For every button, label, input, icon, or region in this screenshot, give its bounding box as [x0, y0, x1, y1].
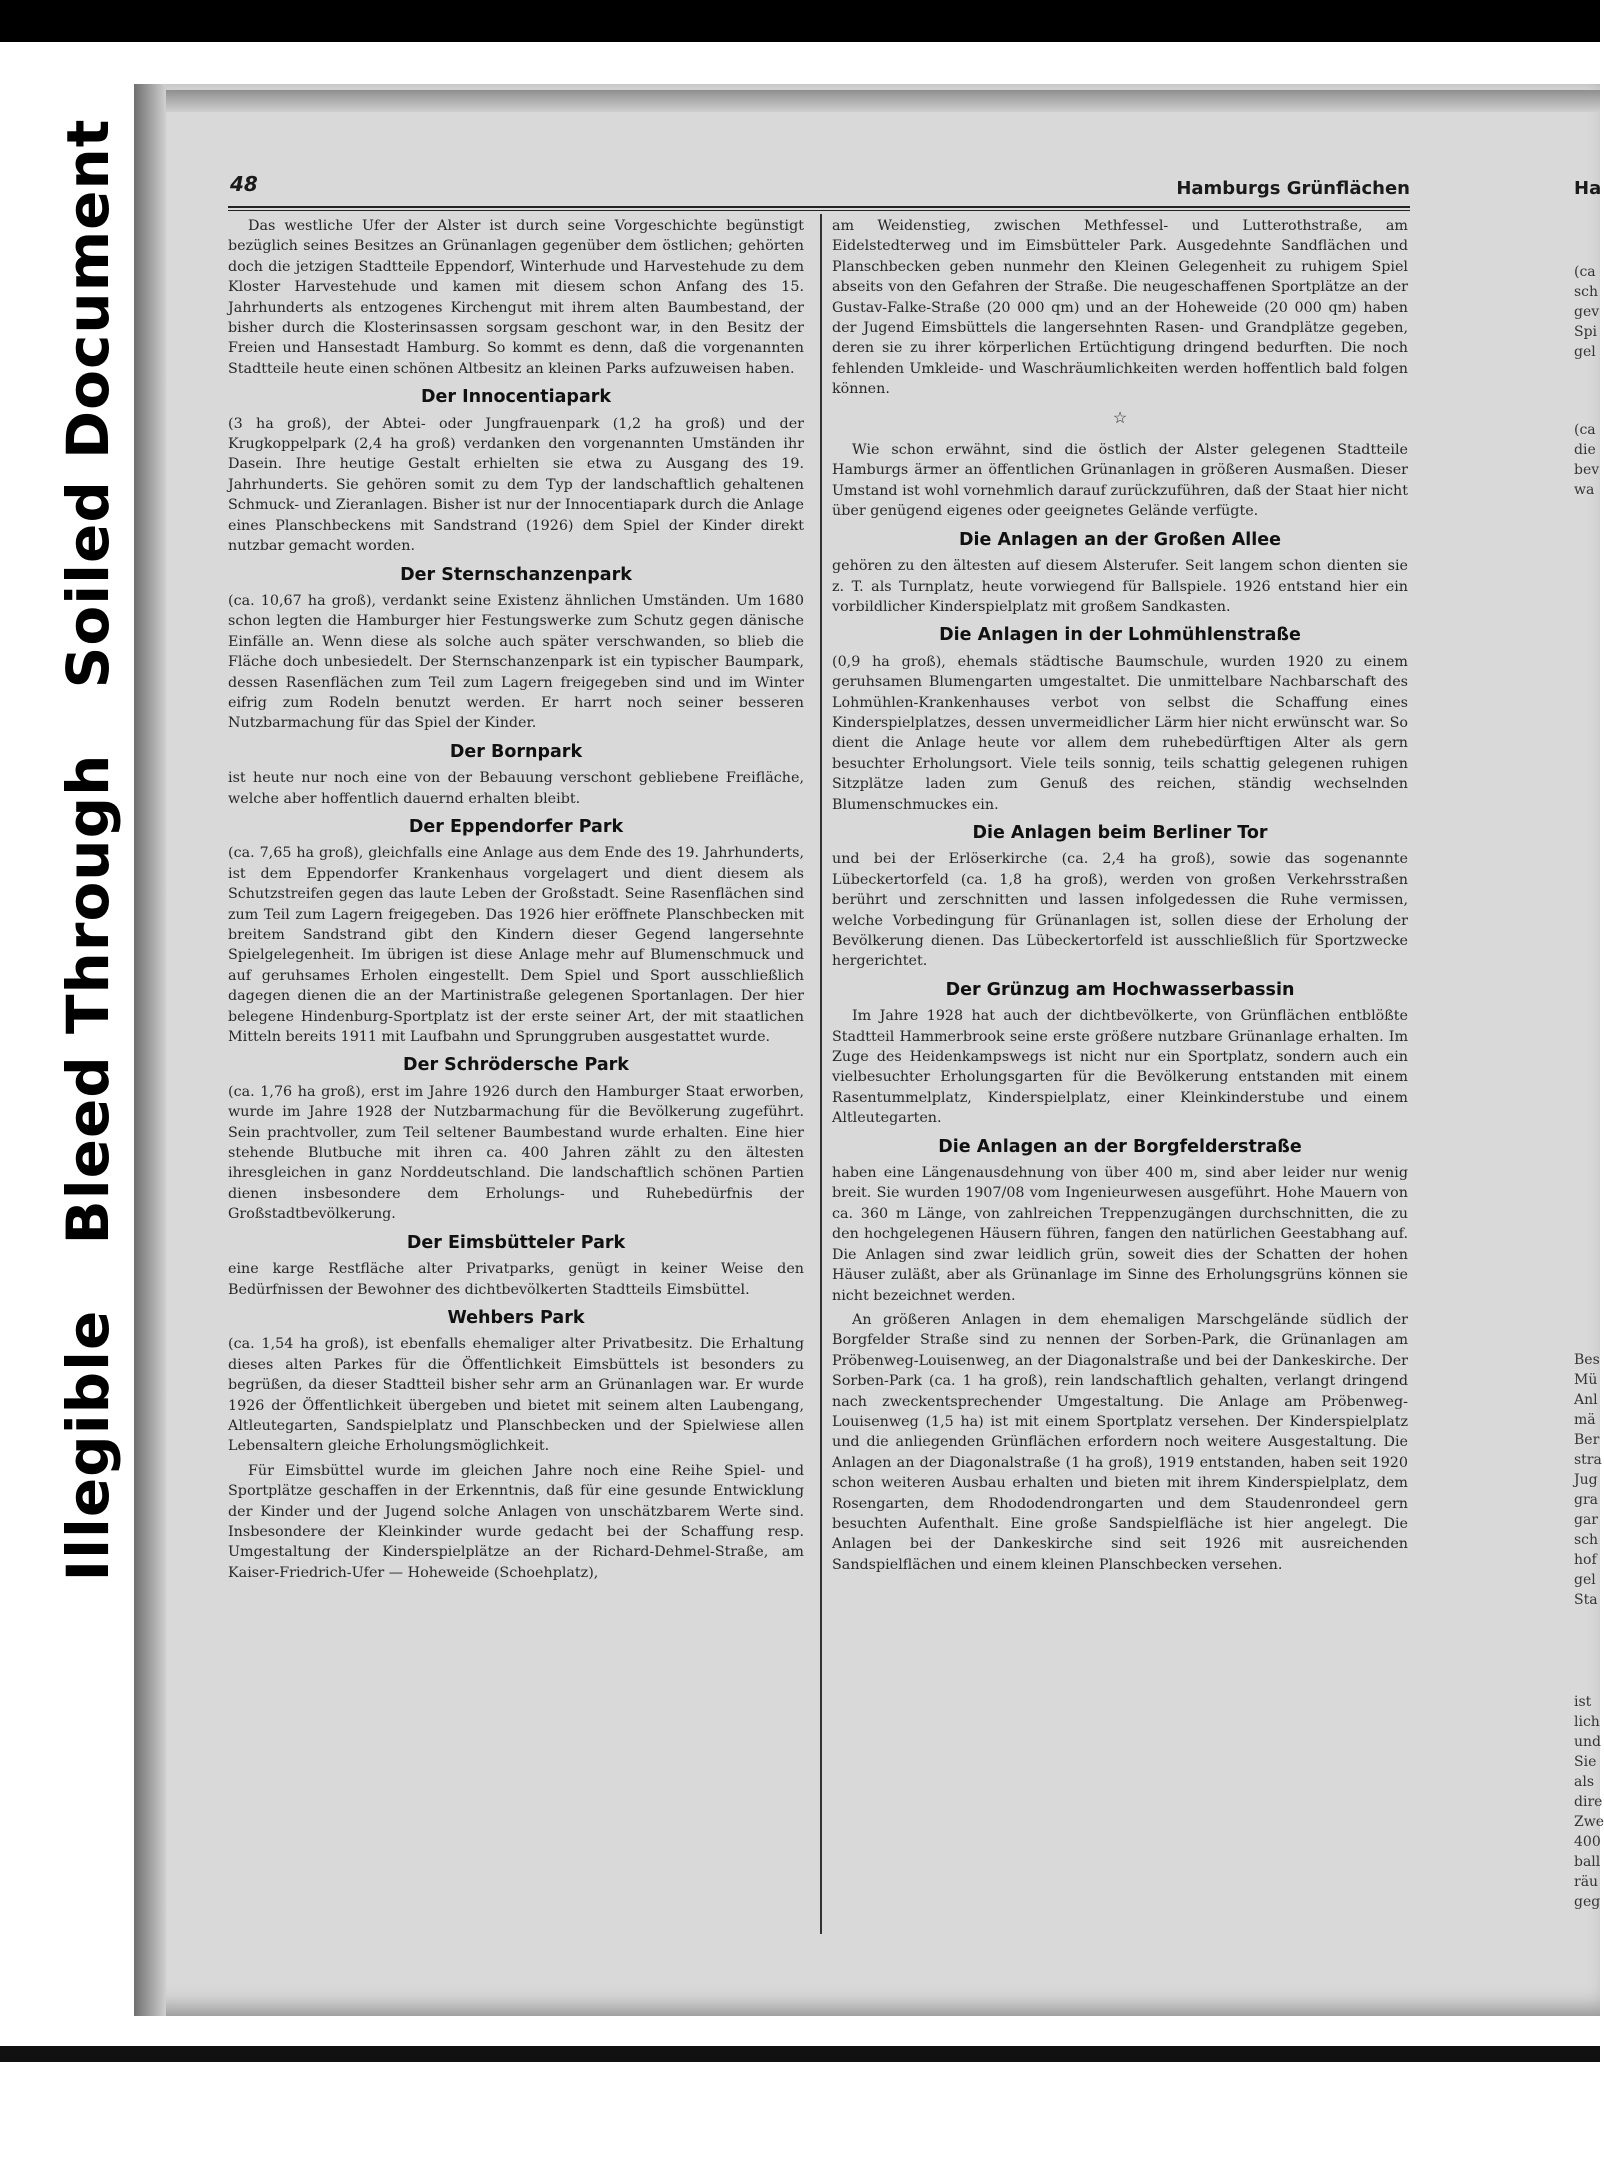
fragment-line: Sie [1574, 1754, 1597, 1770]
stamp-bleed-through: Bleed Through [54, 753, 122, 1245]
paragraph-eimsbuettel-sportplaetze: Für Eimsbüttel wurde im gleichen Jahre noch eine Reihe Spiel- und Sportplätze geschaffen in der Erkenntnis, daß für eine gesunde Entwicklung der Kinder und der Jugend solche Anlagen von unschätzbarem Werte sind. Insbesondere der Kleinkinder wurde gedacht bei der Schaffung resp. Umgestaltung der Kinderspielplätze an der Richard-Dehmel-Straße, am Kaiser-Friedrich-Ufer — Hoheweide (Schoehplatz), [228, 1462, 804, 1581]
fragment-line: als [1574, 1774, 1595, 1790]
fragment-line: dire [1574, 1794, 1603, 1810]
fragment-line: lich [1574, 1714, 1600, 1730]
heading-lohmuehlenstrasse: Die Anlagen in der Lohmühlenstraße [939, 625, 1301, 646]
stamp-soiled-document: Soiled Document [54, 118, 122, 689]
heading-schroedersche-park: Der Schrödersche Park [403, 1055, 629, 1076]
paragraph-schroedersche-park: (ca. 1,76 ha groß), erst im Jahre 1926 durch den Hamburger Staat erworben, wurde im Jahre 1928 der Nutzbarmachung für die Bevölkerung zugeführt. Sein prachtvoller, zum Teil seltener Baumbestand wurde erhalten. Eine hier stehende Blutbuche mit ihren ca. 400 Jahren zählt zu den ältesten ihresgleichen in ganz Norddeutschland. Die landschaftlich schönen Partien dienen insbesondere dem Erholungs- und Ruhebedürfnis der Großstadtbevölkerung. [228, 1083, 804, 1223]
heading-eppendorfer-park: Der Eppendorfer Park [408, 816, 624, 837]
right-column [832, 216, 1408, 1579]
paragraph-continued: am Weidenstieg, zwischen Methfessel- und Lutterothstraße, am Eidelstedterweg und im Eimsbütteler Park. Ausgedehnte Sandflächen und Planschbecken geben nunmehr den Kleinen Gelegenheit zu ruhigem Spiel abseits von den Gefahren der Straße. Die neugeschaffenen Sportplätze an der Gustav-Falke-Straße (20 000 qm) und an der Hoheweide (20 000 qm) haben der Jugend Eimsbüttels die langersehnten Rasen- und Grandplätze gegeben, deren sie zu ihrer körperlichen Ertüchtigung dringend bedurften. Die noch fehlenden Umkleide- und Waschräumlichkeiten werden hoffentlich bald folgen können. [832, 218, 1408, 398]
fragment-line: gel [1574, 344, 1596, 360]
top-black-margin [0, 0, 1600, 42]
heading-eimsbuetteler-park: Der Eimsbütteler Park [406, 1232, 626, 1253]
scan-quality-stamp [48, 118, 128, 1582]
page-number: 48 [230, 172, 258, 196]
fragment-line: Sta [1574, 1592, 1598, 1608]
header-rule [228, 206, 1410, 211]
section-star-ornament: ☆ [1112, 407, 1128, 427]
fragment-line: räu [1574, 1874, 1599, 1890]
fragment-line: Jug [1574, 1472, 1598, 1488]
heading-sternschanzenpark: Der Sternschanzenpark [400, 564, 632, 585]
fragment-line: (ca [1574, 422, 1596, 438]
fragment-line: bev [1574, 462, 1600, 478]
intro-paragraph: Das westliche Ufer der Alster ist durch seine Vorgeschichte begünstigt bezüglich seines Besitzes an Grünanlagen gegenüber dem östlichen; gehörten doch die jetzigen Stadtteile Eppendorf, Winterhude und Harvestehude zu dem Kloster Harvestehude und kamen mit diesem schon Anfang des 15. Jahrhunderts als entzogenes Kirchengut mit ihrem alten Baumbestand, der bisher durch die Klosterinsassen sorgsam geschont war, in den Besitz der Freien und Hansestadt Hamburg. So kommt es denn, daß die vorgenannten Stadtteile heute einen schönen Altbesitz an kleinen Parks aufzuweisen haben. [228, 218, 804, 377]
fragment-line: Spi [1574, 324, 1598, 340]
heading-grosse-allee: Die Anlagen an der Großen Allee [958, 529, 1282, 550]
stamp-illegible: Illegible [54, 1309, 122, 1582]
heading-gruenzug-hochwasserbassin: Der Grünzug am Hochwasserbassin [945, 979, 1295, 1000]
running-head: Hamburgs Grünflächen [1176, 178, 1410, 199]
fragment-line: und [1574, 1734, 1601, 1750]
paragraph-eimsbuetteler-park: eine karge Restfläche alter Privatparks, genügt in keiner Weise den Bedürfnissen der Bewohner des dichtbevölkerten Stadtteils Eimsbüttel. [228, 1261, 804, 1298]
column-divider [820, 214, 822, 1934]
stamp-text [54, 97, 122, 1604]
fragment-line: ball [1574, 1854, 1601, 1870]
page-binding-shadow [134, 84, 166, 2016]
fragment-line: stra [1574, 1452, 1602, 1468]
paragraph-lohmuehlenstrasse: (0,9 ha groß), ehemals städtische Baumschule, wurden 1920 zu einem geruhsamen Blumengarten umgestaltet. Die unmittelbare Nachbarschaft des Lohmühlen-Krankenhauses verbot von selbst die Schaffung eines Kinderspielplatzes, dessen unvermeidlicher Lärm hier nicht erwünscht war. So dient die Anlage heute vor allem dem ruhebedürftigen Alter als gern besuchter Erholungsort. Viele teils sonnig, teils schattig gelegenen ruhigen Sitzplätze laden zum Genuß des reichen, ständig wechselnden Blumenschmuckes ein. [832, 653, 1408, 813]
fragment-line: Zwe [1574, 1814, 1604, 1830]
fragment-line: 400 [1574, 1834, 1601, 1850]
fragment-line: hof [1574, 1552, 1597, 1568]
paragraph-gruenzug-hochwasserbassin: Im Jahre 1928 hat auch der dichtbevölkerte, von Grünflächen entblößte Stadtteil Hammerbrook seine erste größere nutzbare Grünanlage erhalten. Im Zuge des Heidenkampswegs ist nicht nur ein Sportplatz, sondern auch ein vielbesuchter Erholungsgarten für die Bevölkerung entstanden mit einem Rasentummelplatz, Kinderspielplatz, einer Kleinkinderstube und einem Altleutegarten. [832, 1008, 1408, 1127]
bottom-dark-margin [0, 2046, 1600, 2062]
paragraph-grosse-allee: gehören zu den ältesten auf diesem Alsterufer. Seit langem schon dienten sie z. T. als Turnplatz, heute vorwiegend für Ballspiele. 1926 entstand hier ein vorbildlicher Kinderspielplatz mit großem Sandkasten. [832, 558, 1408, 615]
next-page-fragment-c [1574, 1350, 1600, 1610]
paragraph-sternschanzenpark: (ca. 10,67 ha groß), verdankt seine Existenz ähnlichen Umständen. Um 1680 schon legten die Hamburger hier Festungswerke zum Schutz gegen dänische Einfälle an. Wenn diese als solche auch später verschwanden, so blieb die Fläche doch unbesiedelt. Der Sternschanzenpark ist ein typischer Baumpark, dessen Rasenflächen zum Teil zum Lagern freigegeben sind und im Winter eifrig zum Rodeln benutzt werden. Er harrt noch seiner besseren Nutzbarmachung für das Spiel der Kinder. [228, 592, 804, 732]
fragment-line: gel [1574, 1572, 1596, 1588]
fragment-line: gra [1574, 1492, 1599, 1508]
paragraph-bornpark: ist heute nur noch eine von der Bebauung verschont gebliebene Freifläche, welche aber hoffentlich dauernd erhalten bleibt. [228, 770, 804, 807]
fragment-line: geg [1574, 1894, 1601, 1910]
fragment-line: Mü [1574, 1372, 1598, 1388]
fragment-line: gev [1574, 304, 1600, 320]
left-column [228, 216, 804, 1587]
fragment-line: (ca [1574, 264, 1596, 280]
paragraph-eppendorfer-park: (ca. 7,65 ha groß), gleichfalls eine Anlage aus dem Ende des 19. Jahrhunderts, ist dem Eppendorfer Krankenhaus vorgelagert und dient diesem als Schutzstreifen gegen das laute Leben der Großstadt. Seine Rasenflächen sind zum Teil zum Lagern freigegeben. Das 1926 hier eröffnete Planschbecken mit breitem Sandstrand gibt den Kindern dieser Gegend langersehnte Spielgelegenheit. Im übrigen ist diese Anlage mehr auf Blumenschmuck und auf geruhsames Erholen eingestellt. Dem Spiel und Sport ausschließlich dagegen dienen die an der Martinistraße gelegenen Sportanlagen. Der hier belegene Hindenburg-Sportplatz ist der erste seiner Art, der mit staatlichen Mitteln bereits 1911 mit Laufbahn und Sprunggruben ausgestattet wurde. [228, 845, 804, 1046]
fragment-line: mä [1574, 1412, 1596, 1428]
next-page-fragment-a [1574, 262, 1600, 362]
next-page-fragment-b [1574, 420, 1600, 500]
fragment-line: Ber [1574, 1432, 1600, 1448]
next-page-running-head: Ha [1574, 178, 1602, 199]
heading-wehbers-park: Wehbers Park [447, 1307, 585, 1328]
fragment-line: gar [1574, 1512, 1599, 1528]
fragment-line: die [1574, 442, 1596, 458]
paragraph-innocentiapark: (3 ha groß), der Abtei- oder Jungfrauenpark (1,2 ha groß) und der Krugkoppelpark (2,4 ha groß) verdanken den vorgenannten Umständen ihr Dasein. Ihre heutige Gestalt erhielten sie etwa zu Ausgang des 19. Jahrhunderts. Sie gehören somit zu dem Typ der landschaftlich gehaltenen Schmuck- und Zieranlagen. Bisher ist nur der Innocentiapark durch die Anlage eines Planschbeckens mit Sandstrand (1926) dem Spiel der Kinder direkt nutzbar gemacht worden. [228, 415, 804, 555]
paragraph-borgfelderstrasse: haben eine Längenausdehnung von über 400 m, sind aber leider nur wenig breit. Sie wurden 1907/08 vom Ingenieurwesen ausgeführt. Hohe Mauern von ca. 360 m Länge, von zahlreichen Treppenzugängen durchschnitten, die zu den hochgelegenen Häusern führen, fangen den natürlichen Geestabhang auf. Die Anlagen sind zwar leidlich grün, soweit dies der Schatten der hohen Häuser zuläßt, aber als Grünanlage im Sinne des Erholungsgrüns können sie nicht bezeichnet werden. [832, 1165, 1408, 1304]
paragraph-wehbers-park: (ca. 1,54 ha groß), ist ebenfalls ehemaliger alter Privatbesitz. Die Erhaltung dieses alten Parkes für die Öffentlichkeit Eimsbüttels ist besonders zu begrüßen, da dieser Stadtteil bisher sehr arm an Grünanlagen war. Er wurde 1926 der Öffentlichkeit übergeben und bietet mit seinem alten Laubengang, Altleutegarten, Sandspielplatz und Planschbecken und der Spielwiese allen Lebensaltern gleiche Erholungsmöglichkeit. [228, 1336, 804, 1455]
heading-innocentiapark: Der Innocentiapark [420, 387, 612, 408]
fragment-line: sch [1574, 1532, 1599, 1548]
fragment-line: Anl [1574, 1392, 1598, 1408]
heading-bornpark: Der Bornpark [449, 741, 583, 762]
paragraph-marschgelaende: An größeren Anlagen in dem ehemaligen Marschgelände südlich der Borgfelder Straße sind zu nennen der Sorben-Park, die Grünanlagen am Pröbenweg-Louisenweg, an der Diagonalstraße und bei der Dankeskirche. Der Sorben-Park (ca. 1 ha groß), rein landschaftlich gehalten, verlangt dringend nach zweckentsprechender Umgestaltung. Die Anlage am Pröbenweg-Louisenweg (1,5 ha) ist mit einem Sportplatz versehen. Der Kinderspielplatz und die anliegenden Grünflächen erfordern noch weitere Ausgestaltung. Die Anlagen an der Diagonalstraße (1 ha groß), 1919 entstanden, haben seit 1920 schon weiteren Ausbau erhalten und bieten mit ihrem Kinderspielplatz, dem Rosengarten, dem Rhododendrongarten und dem Staudenrondeel gern besuchten Aufenthalt. Eine große Sandspielfläche ist hier angelegt. Die Anlagen bei der Dankeskirche sind seit 1926 mit ausreichenden Sandspielflächen und einem kleinen Planschbecken versehen. [832, 1311, 1408, 1573]
paragraph-berliner-tor: und bei der Erlöserkirche (ca. 2,4 ha groß), sowie das sogenannte Lübeckertorfeld (ca. 1,8 ha groß), werden von großen Verkehrsstraßen berührt und zerschnitten und lassen infolgedessen die Ruhe vermissen, welche Vorbedingung für Grünanlagen ist, sollen diese der Erholung der Bevölkerung dienen. Das Lübeckertorfeld ist ausschließlich für Sportzwecke hergerichtet. [832, 851, 1408, 970]
heading-berliner-tor: Die Anlagen beim Berliner Tor [972, 822, 1268, 843]
page-top-edge-shadow [142, 90, 1600, 112]
next-page-fragment-d [1574, 1692, 1604, 1912]
fragment-line: ist [1574, 1694, 1592, 1710]
fragment-line: Bes [1574, 1352, 1600, 1368]
fragment-line: sch [1574, 284, 1599, 300]
paragraph-oestliche-stadtteile: Wie schon erwähnt, sind die östlich der Alster gelegenen Stadtteile Hamburgs ärmer an öffentlichen Grünanlagen in größeren Ausmaßen. Dieser Umstand ist wohl vornehmlich darauf zurückzuführen, daß der Staat hier nicht über genügend eigenes oder geeignetes Gelände verfügte. [832, 442, 1408, 520]
fragment-line: wa [1574, 482, 1595, 498]
heading-borgfelderstrasse: Die Anlagen an der Borgfelderstraße [938, 1136, 1302, 1157]
